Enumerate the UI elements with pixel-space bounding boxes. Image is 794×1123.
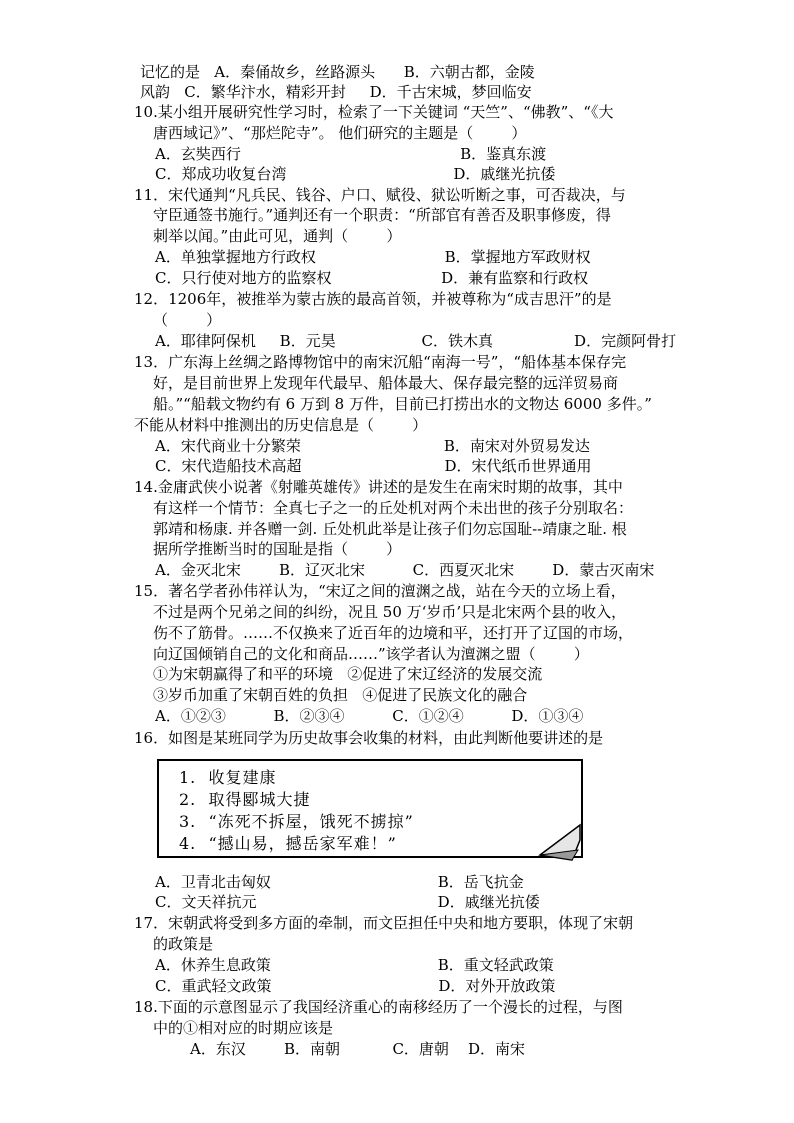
figure-item-3: 3. “冻死不拆屋，饿死不掳掠” (179, 812, 414, 831)
text-line-l17: 船。”“船载文物约有 6 万到 8 万件，目前已打捞出水的文物达 6000 多件。” (153, 395, 652, 413)
text-line-l42: A．东汉 B．南朝 C．唐朝 D．南宋 (190, 1040, 526, 1058)
text-line-l19: A．宋代商业十分繁荣 B．南宋对外贸易发达 (155, 437, 590, 455)
text-line-l29: 向辽国倾销自己的文化和商品……”该学者认为澶渊之盟（ ） (153, 645, 589, 663)
text-line-l41: 中的①相对应的时期应该是 (153, 1019, 334, 1037)
text-line-l32: A．①②③ B．②③④ C．①②④ D．①③④ (155, 707, 584, 725)
text-line-l02: 风韵 C．繁华汴水，精彩开封 D．千古宋城，梦回临安 (140, 83, 532, 101)
text-line-l04: 唐西域记》”、“那烂陀寺”。 他们研究的主题是（ ） (153, 124, 527, 142)
text-line-l10: A．单独掌握地方行政权 B．掌握地方军政财权 (155, 248, 591, 266)
text-line-l12: 12．1206年，被推举为蒙古族的最高首领，并被尊称为“成吉思汗”的是 (134, 290, 612, 308)
text-line-l09: 刺举以闻。”由此可见，通判（ ） (153, 227, 402, 245)
page-curl-icon (530, 820, 590, 865)
text-line-l27: 不过是两个兄弟之间的纠纷，况且 50 万‘岁币’只是北宋两个县的收入， (153, 603, 627, 621)
text-line-l11: C．只行使对地方的监察权 D．兼有监察和行政权 (155, 269, 589, 287)
text-line-l37: 的政策是 (153, 935, 214, 953)
text-line-l33: 16．如图是某班同学为历史故事会收集的材料，由此判断他要讲述的是 (134, 729, 604, 747)
figure-item-2: 2. 取得郾城大捷 (179, 790, 311, 809)
text-line-l01: 记忆的是 A．秦俑故乡，丝路源头 B．六朝古都，金陵 (140, 63, 535, 81)
text-line-l20: C．宋代造船技术高超 D．宋代纸币世界通用 (155, 457, 592, 475)
text-line-l03: 10.某小组开展研究性学习时，检索了一下关键词 “天竺”、“佛教”、“《大 (134, 103, 614, 121)
text-line-l05: A．玄奘西行 B．鉴真东渡 (155, 145, 547, 163)
text-line-l28: 伤不了筋骨。……不仅换来了近百年的边境和平，还打开了辽国的市场， (153, 624, 634, 642)
figure-item-1: 1. 收复建康 (179, 768, 277, 787)
text-line-l31: ③岁币加重了宋朝百姓的负担 ④促进了民族文化的融合 (153, 686, 528, 704)
text-line-l39: C．重武轻文政策 D．对外开放政策 (155, 977, 556, 995)
text-line-l07: 11．宋代通判“凡兵民、钱谷、户口、赋役、狱讼听断之事，可否裁决，与 (134, 186, 626, 204)
text-line-l25: A．金灭北宋 B．辽灭北宋 C．西夏灭北宋 D．蒙古灭南宋 (155, 561, 655, 579)
text-line-l21: 14.金庸武侠小说著《射雕英雄传》讲述的是发生在南宋时期的故事，其中 (134, 478, 623, 496)
text-line-l16: 好，是目前世界上发现年代最早、船体最大、保存最完整的远洋贸易商 (153, 374, 619, 392)
text-line-l34: A．卫青北击匈奴 B．岳飞抗金 (155, 873, 524, 891)
figure-item-4: 4. “撼山易，撼岳家军难！” (179, 834, 397, 853)
text-line-l22: 有这样一个情节：全真七子之一的丘处机对两个未出世的孩子分别取名： (153, 499, 634, 517)
text-line-l18: 不能从材料中推测出的历史信息是（ ） (134, 416, 428, 434)
text-line-l30: ①为宋朝赢得了和平的环境 ②促进了宋辽经济的发展交流 (153, 665, 543, 683)
text-line-l23: 郭靖和杨康. 并各赠一剑. 丘处机此举是让孩子们勿忘国耻--靖康之耻. 根 (153, 520, 627, 538)
text-line-l15: 13．广东海上丝绸之路博物馆中的南宋沉船“南海一号”，“船体基本保存完 (134, 353, 627, 371)
text-line-l08: 守臣通签书施行。”通判还有一个职责：“所部官有善否及职事修废，得 (153, 206, 611, 224)
text-line-l14: A．耶律阿保机 B．元昊 C．铁木真 D．完颜阿骨打 (155, 332, 677, 350)
text-line-l35: C．文天祥抗元 D．戚继光抗倭 (155, 893, 540, 911)
text-line-l13: （ ） (153, 311, 222, 329)
text-line-l40: 18.下面的示意图显示了我国经济重心的南移经历了一个漫长的过程，与图 (134, 998, 623, 1016)
text-line-l24: 据所学推断当时的国耻是指（ ） (153, 540, 402, 558)
text-line-l26: 15．著名学者孙伟祥认为，“宋辽之间的澶渊之战，站在今天的立场上看， (134, 582, 626, 600)
figure-16-note-card (157, 759, 583, 858)
text-line-l36: 17．宋朝武将受到多方面的牵制，而文臣担任中央和地方要职，体现了宋朝 (134, 914, 634, 932)
text-line-l38: A．休养生息政策 B．重文轻武政策 (155, 956, 554, 974)
text-line-l06: C．郑成功收复台湾 D．戚继光抗倭 (155, 165, 556, 183)
